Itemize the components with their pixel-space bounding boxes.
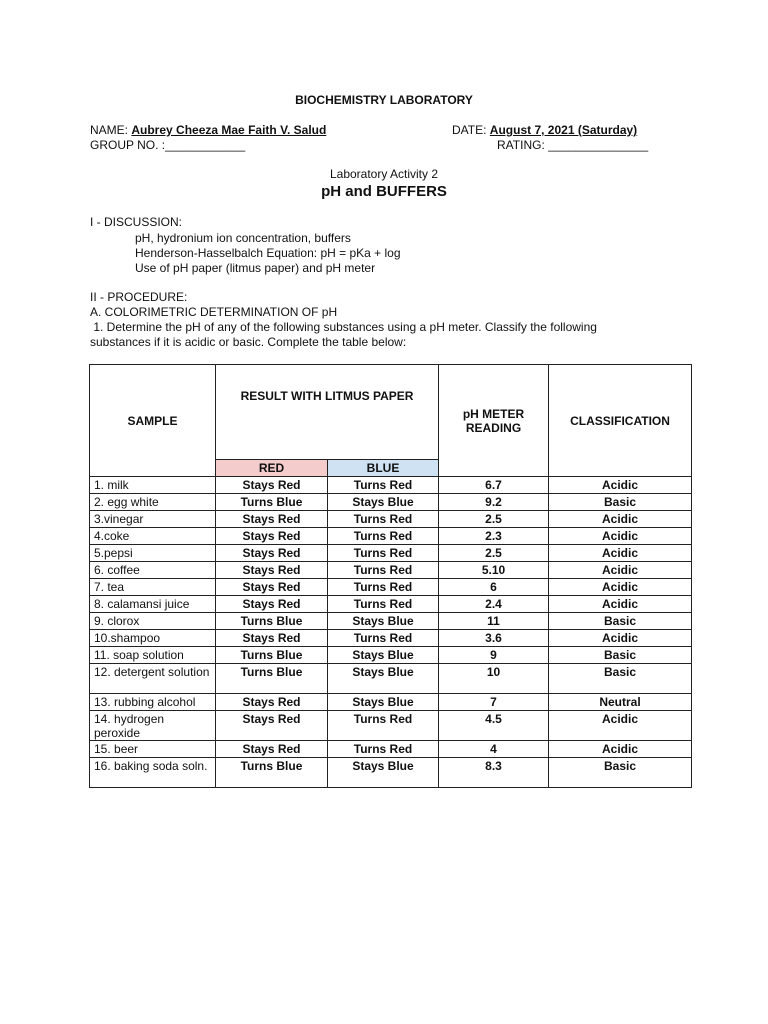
discussion-heading: I - DISCUSSION: [90, 215, 183, 229]
sample-cell: 11. soap solution [90, 647, 216, 664]
ph-reading-cell: 10 [439, 664, 549, 694]
red-result-cell: Stays Red [216, 545, 328, 562]
procedure-instruction-1: 1. Determine the pH of any of the following substances using a pH meter. Classify the following [90, 320, 597, 334]
table-row [90, 562, 692, 579]
red-result-cell: Turns Blue [216, 664, 328, 694]
activity-label: Laboratory Activity 2 [329, 167, 439, 181]
red-result-cell: Stays Red [216, 511, 328, 528]
student-name: Aubrey Cheeza Mae Faith V. Salud [131, 123, 327, 137]
sample-cell: 8. calamansi juice [90, 596, 216, 613]
classification-cell: Neutral [549, 694, 692, 711]
discussion-line-3: Use of pH paper (litmus paper) and pH meter [135, 261, 376, 275]
blue-result-cell: Stays Blue [328, 647, 439, 664]
blue-result-cell: Stays Blue [328, 664, 439, 694]
blue-result-cell: Turns Red [328, 562, 439, 579]
header-ph-meter [439, 365, 549, 477]
table-row [90, 664, 692, 694]
sample-cell: 2. egg white [90, 494, 216, 511]
ph-reading-cell: 2.4 [439, 596, 549, 613]
red-result-cell: Stays Red [216, 579, 328, 596]
classification-cell: Basic [549, 494, 692, 511]
sample-cell: 14. hydrogen peroxide [90, 711, 216, 741]
ph-reading-cell: 6.7 [439, 477, 549, 494]
table-row [90, 528, 692, 545]
ph-reading-cell: 3.6 [439, 630, 549, 647]
classification-cell: Basic [549, 613, 692, 630]
table-row [90, 511, 692, 528]
classification-cell: Acidic [549, 562, 692, 579]
procedure-subheading: A. COLORIMETRIC DETERMINATION OF pH [90, 305, 338, 319]
activity-title: pH and BUFFERS [321, 183, 447, 200]
sample-cell: 9. clorox [90, 613, 216, 630]
header-litmus: RESULT WITH LITMUS PAPER [216, 365, 439, 460]
results-table [89, 364, 692, 788]
sample-cell: 7. tea [90, 579, 216, 596]
classification-cell: Acidic [549, 545, 692, 562]
blue-result-cell: Stays Blue [328, 758, 439, 788]
group-field: GROUP NO. :____________ [90, 138, 246, 152]
header-ph-line1: pH METER [462, 406, 525, 421]
red-result-cell: Turns Blue [216, 647, 328, 664]
blue-result-cell: Turns Red [328, 511, 439, 528]
name-field [90, 123, 326, 137]
header-classification: CLASSIFICATION [549, 365, 692, 477]
table-row [90, 647, 692, 664]
classification-cell: Basic [549, 758, 692, 788]
sample-cell: 15. beer [90, 741, 216, 758]
classification-cell: Acidic [549, 511, 692, 528]
header-red: RED [216, 460, 328, 477]
blue-result-cell: Turns Red [328, 545, 439, 562]
classification-cell: Acidic [549, 528, 692, 545]
classification-cell: Basic [549, 664, 692, 694]
table-header-row [90, 365, 692, 460]
blue-result-cell: Stays Blue [328, 613, 439, 630]
classification-cell: Acidic [549, 596, 692, 613]
red-result-cell: Stays Red [216, 630, 328, 647]
blue-result-cell: Turns Red [328, 528, 439, 545]
sample-cell: 4.coke [90, 528, 216, 545]
table-row [90, 494, 692, 511]
table-row [90, 694, 692, 711]
blue-result-cell: Turns Red [328, 741, 439, 758]
red-result-cell: Stays Red [216, 711, 328, 741]
red-result-cell: Stays Red [216, 741, 328, 758]
red-result-cell: Turns Blue [216, 613, 328, 630]
ph-reading-cell: 2.3 [439, 528, 549, 545]
ph-reading-cell: 2.5 [439, 511, 549, 528]
procedure-instruction-2: substances if it is acidic or basic. Complete the table below: [90, 335, 407, 349]
red-result-cell: Stays Red [216, 477, 328, 494]
table-row [90, 711, 692, 741]
classification-cell: Basic [549, 647, 692, 664]
ph-reading-cell: 5.10 [439, 562, 549, 579]
blue-result-cell: Turns Red [328, 630, 439, 647]
table-row [90, 596, 692, 613]
red-result-cell: Stays Red [216, 528, 328, 545]
ph-reading-cell: 4 [439, 741, 549, 758]
date-label: DATE: [452, 123, 487, 137]
classification-cell: Acidic [549, 477, 692, 494]
date-field [452, 123, 637, 137]
blue-result-cell: Stays Blue [328, 494, 439, 511]
sample-cell: 13. rubbing alcohol [90, 694, 216, 711]
ph-reading-cell: 6 [439, 579, 549, 596]
ph-reading-cell: 8.3 [439, 758, 549, 788]
discussion-line-2: Henderson-Hasselbalch Equation: pH = pKa + log [135, 246, 401, 260]
table-row [90, 579, 692, 596]
red-result-cell: Stays Red [216, 562, 328, 579]
sample-cell: 10.shampoo [90, 630, 216, 647]
sample-cell: 5.pepsi [90, 545, 216, 562]
header-sample: SAMPLE [90, 365, 216, 477]
blue-result-cell: Stays Blue [328, 694, 439, 711]
sample-cell: 6. coffee [90, 562, 216, 579]
red-result-cell: Stays Red [216, 694, 328, 711]
classification-cell: Acidic [549, 711, 692, 741]
classification-cell: Acidic [549, 741, 692, 758]
rating-field: RATING: _______________ [497, 138, 649, 152]
classification-cell: Acidic [549, 579, 692, 596]
sample-cell: 3.vinegar [90, 511, 216, 528]
red-result-cell: Turns Blue [216, 494, 328, 511]
ph-reading-cell: 4.5 [439, 711, 549, 741]
table-row [90, 477, 692, 494]
sample-cell: 16. baking soda soln. [90, 758, 216, 788]
red-result-cell: Stays Red [216, 596, 328, 613]
blue-result-cell: Turns Red [328, 477, 439, 494]
table-row [90, 758, 692, 788]
procedure-heading: II - PROCEDURE: [90, 290, 188, 304]
header-ph-line2: READING [465, 420, 522, 435]
ph-reading-cell: 2.5 [439, 545, 549, 562]
lab-title: BIOCHEMISTRY LABORATORY [295, 93, 473, 107]
date-value: August 7, 2021 (Saturday) [489, 123, 638, 137]
sample-cell: 1. milk [90, 477, 216, 494]
table-row [90, 741, 692, 758]
table-row [90, 613, 692, 630]
blue-result-cell: Turns Red [328, 711, 439, 741]
blue-result-cell: Turns Red [328, 596, 439, 613]
ph-reading-cell: 9.2 [439, 494, 549, 511]
table-row [90, 545, 692, 562]
ph-reading-cell: 11 [439, 613, 549, 630]
blue-result-cell: Turns Red [328, 579, 439, 596]
discussion-line-1: pH, hydronium ion concentration, buffers [135, 231, 351, 245]
red-result-cell: Turns Blue [216, 758, 328, 788]
header-blue: BLUE [328, 460, 439, 477]
ph-reading-cell: 9 [439, 647, 549, 664]
ph-reading-cell: 7 [439, 694, 549, 711]
classification-cell: Acidic [549, 630, 692, 647]
name-label: NAME: [90, 123, 129, 137]
table-row [90, 630, 692, 647]
sample-cell: 12. detergent solution [90, 664, 216, 694]
table-body [90, 477, 692, 788]
